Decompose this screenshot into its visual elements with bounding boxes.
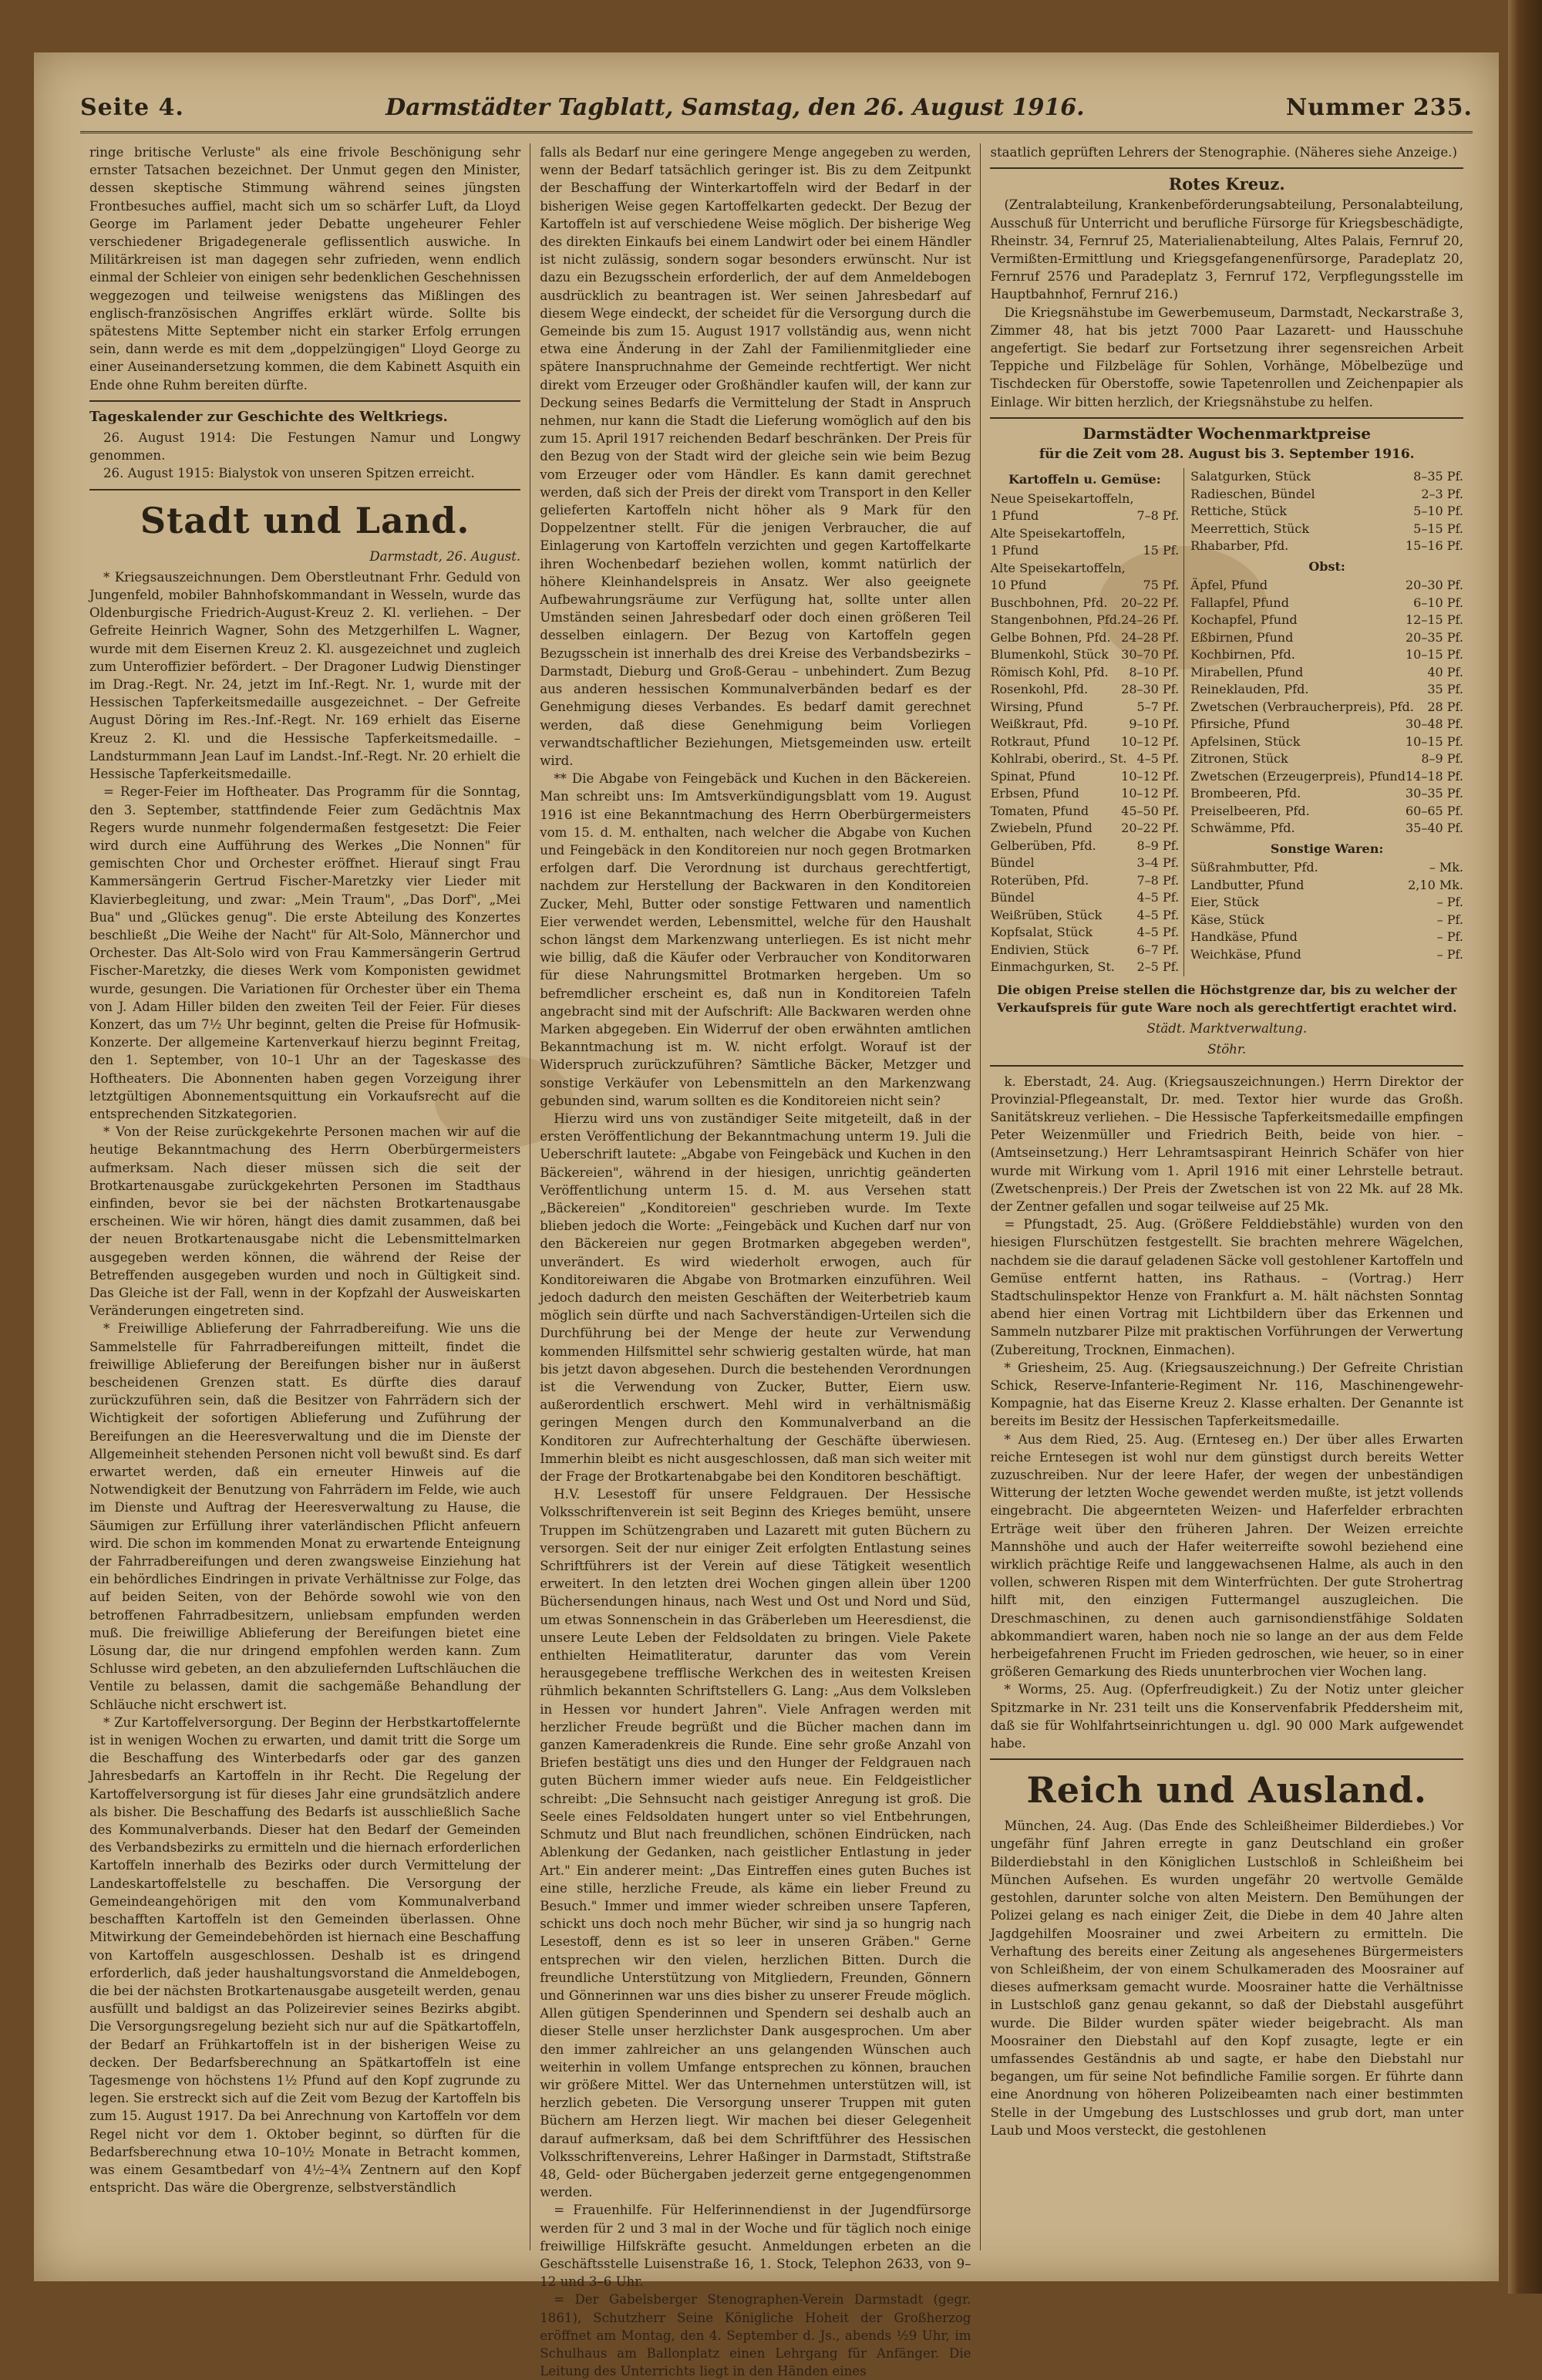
price-value: 12–15 Pf. [1405,612,1463,628]
article-text: (Zentralabteilung, Krankenbeförderungsabteilung, Personalabteilung, Ausschuß für Unterricht und berufliche Fürsorge für Kriegsbeschädigte, Rheinstr. 34, Fernruf 25, Materialienabteilung, Altes Palais, Fernruf 20, Vermißten-Ermittlung und Kriegsgefangenenfürsorge, Paradeplatz 20, Fernruf 2576 und Paradeplatz 3, Fernruf 172, Verpflegungsstelle im Hauptbahnhof, Fernruf 216.) [990,197,1463,302]
price-value: 5–10 Pf. [1413,504,1463,519]
price-value: 60–65 Pf. [1405,803,1463,818]
price-value: 10–15 Pf. [1405,733,1463,749]
price-row [1190,820,1463,838]
price-value: 5–15 Pf. [1413,521,1463,536]
price-value: 30–35 Pf. [1405,786,1463,801]
price-item: Pfirsiche, Pfund [1190,716,1291,732]
price-row [990,785,1179,803]
divider [990,417,1463,419]
price-value: 20–22 Pf. [1121,595,1180,610]
price-value: 2,10 Mk. [1408,877,1463,892]
article-text: * Freiwillige Ablieferung der Fahrradbereifung. Wie uns die Sammelstelle für Fahrradbereifungen mitteilt, findet die freiwillige Ablieferung der Bereifungen bisher nur in äußerst bescheidenen Grenzen statt. Es dürfte dies darauf zurückzuführen sein, daß die Besitzer von Fahrrädern sich der Wichtigkeit der sofortigen Ablieferung und Zuführung der Bereifungen an die Heeresverwaltung und die im Dienste der Allgemeinheit stehenden Personen nicht voll bewußt sind. Es darf erwartet werden, daß ein erneuter Hinweis auf die Notwendigkeit der Benutzung von Fahrrädern im Felde, wie auch im Dienste und Auftrag der Heeresverwaltung zu Hause, die Säumigen zur Erfüllung ihrer vaterländischen Pflicht anfeuern wird. Die schon im kommenden Monat zu erwartende Enteignung der Fahrradbereifungen und deren zwangsweise Einziehung hat ein behördliches Eindringen in private Verhältnisse zur Folge, das auf beiden Seiten, von der Behörde sowohl wie von den betroffenen Fahrradbesitzern, unliebsam empfunden werden muß. Die freiwillige Ablieferung der Bereifungen bietet eine Lösung dar, die nur dringend empfohlen werden kann. Zum Schlusse wird gebeten, an den abzuliefernden Luftschläuchen die Ventile zu belassen, damit die sachgemäße Behandlung der Schläuche nicht erschwert ist. [89,1321,521,1712]
article-text: H.V. Lesestoff für unsere Feldgrauen. Der Hessische Volksschriftenverein ist seit Beginn des Krieges bemüht, unsere Truppen im Schützengraben und Lazarett mit guten Büchern zu versorgen. Seit der nur einiger Zeit erfolgten Entlastung seines Schriftführers ist der Verein auf diese Tätigkeit wesentlich erweitert. In den letzten drei Wochen gingen allein über 1200 Büchersendungen hinaus, nach West und Ost und Nord und Süd, um etwas Sonnenschein in das Gräberleben um Heeresdienst, die unsere Leute Leben der Feldsoldaten zu bringen. Viele Pakete enthielten Heimatliteratur, darunter das vom Verein herausgegebene trefflische Werkchen des in weitesten Kreisen rühmlich bekannten Schriftstellers G. Lang: „Aus dem Volksleben in Hessen vor hundert Jahren". Viele Anfragen werden mit herzlicher Freude begrüßt und die Bücher machen dann im ganzen Kameradenkreis die Runde. Eine sehr große Anzahl von Briefen bestätigt uns dies und den Hunger der Feldgrauen nach guten Büchern immer wieder aufs neue. Ein Feldgeistlicher schreibt: „Die Sehnsucht nach geistiger Anregung ist groß. Die Seele eines Feldsoldaten hungert unter so viel Entbehrungen, Schmutz und Blut nach freundlichen, schönen Eindrücken, nach Ablenkung der Gedanken, nach geistlicher Entlastung in jeder Art." Ein anderer meint: „Das Eintreffen eines guten Buches ist eine stille, herzliche Freude, als käme ein lieber Freund zu Besuch." Immer und immer wieder schreiben unsere Tapferen, schickt uns doch noch mehr Bücher, wir sind ja so hungrig nach Lesestoff, denn es ist so leer in unseren Gräben." Gerne entsprechen wir den vielen, herzlichen Bitten. Durch die freundliche Unterstützung von Mitgliedern, Freunden, Gönnern und Gönnerinnen war uns dies bisher zu unserer Freude möglich. Allen gütigen Spenderinnen und Spendern sei deshalb auch an dieser Stelle unser herzlichster Dank ausgesprochen. Um aber den immer zahlreicher an uns gelangenden Wünschen auch weiterhin in vollem Umfange entsprechen zu können, brauchen wir größere Mittel. Wer das Unternehmen unterstützen will, ist herzlich gebeten. Die Versorgung unserer Truppen mit guten Büchern am Herzen liegt. Wir machen bei dieser Gelegenheit darauf aufmerksam, daß bei dem Schriftführer des Hessischen Volksschriftenvereins, Lehrer Haßinger in Darmstadt, Stiftstraße 48, Geld- oder Büchergaben jederzeit gerne entgegengenommen werden. [540,1487,971,2200]
price-row [990,577,1179,595]
price-value: 15–16 Pf. [1405,538,1463,554]
price-group-title: Sonstige Waren: [1270,841,1384,856]
price-value: 2–3 Pf. [1421,486,1463,501]
price-list [1190,577,1463,838]
price-row [990,838,1179,855]
price-row [1190,699,1463,716]
price-row [1190,664,1463,682]
article-text: Hierzu wird uns von zuständiger Seite mitgeteilt, daß in der ersten Veröffentlichung der Bekanntmachung unterm 19. Juli die Ueberschrift lautete: „Abgabe von Feingebäck und Kuchen in den Bäckereien", während in der hiesigen, unrichtig geänderten Veröffentlichung unterm 15. d. M. aus Versehen statt „Bäckereien" „Konditoreien" geschrieben wurde. Im Texte blieben jedoch die Worte: „Feingebäck und Kuchen darf nur von den Bäckereien nur gegen Brotmarken abgegeben werden", unverändert. Es wird wiederholt erwogen, auch für Konditoreiwaren die Abgabe von Brotmarken einzuführen. Weil jedoch dadurch den meisten Geschäften der Weiterbetrieb kaum möglich sein dürfte und nach Sachverständigen-Urteilen sich die Durchführung bei der Menge der heute zur Verwendung kommenden Hilfsmittel sehr schwierig gestalten würde, hat man bis jetzt davon abgesehen. Durch die bestehenden Verordnungen ist die Verwendung von Zucker, Butter, Eiern usw. außerordentlich erschwert. Mehl wird in verhältnismäßig geringen Mengen durch den Kommunalverband an die Konditoren zur Aufrechterhaltung der Geschäfte überwiesen. Immerhin bleibt es nicht ausgeschlossen, daß man sich weiter mit der Frage der Brotkartenabgabe bei den Konditoren beschäftigt. [540,1111,971,1485]
price-item: Kopfsalat, Stück [990,925,1093,940]
article-text: München, 24. Aug. (Das Ende des Schleißheimer Bilderdiebes.) Vor ungefähr fünf Jahren erregte in ganz Deutschland ein großer Bilderdiebstahl in den Königlichen Lustschloß in Schleißheim bei München Aufsehen. Es wurden ungefähr 20 wertvolle Gemälde gestohlen, darunter solche von alten Meistern. Den Bemühungen der Polizei gelang es nach einiger Zeit, die Diebe in dem 40 Jahre alten Jagdgehilfen Moosrainer und zwei Arbeitern zu ermitteln. Die Verhaftung des bereits einer Zeitung als angesehenes Bürgermeisters von Schleißheim, der von einem Schulkameraden des Moosrainer auf dieses aufmerksam gemacht wurde. Moosrainer hatte die Verhältnisse in Lustschloß ganz genau gekannt, so daß der Diebstahl ausgeführt wurde. Die Bilder wurden später wieder beigebracht. Als man Moosrainer den Diebstahl auf den Kopf zusagte, legte er ein umfassendes Geständnis ab und sagte, er habe den Diebstahl nur begangen, um für seine Not befindliche Familie sorgen. Er führte dann eine Anordnung von höheren Polizeibeamten nach einer bestimmten Stelle in der Umgebung des Lustschlosses und grub dort, man unter Laub und Moos versteckt, die gestohlenen [990,1819,1463,2138]
price-row [990,750,1179,768]
price-row [1190,646,1463,664]
price-value: 14–18 Pf. [1405,768,1463,784]
price-row [1190,912,1463,929]
article-text: * Griesheim, 25. Aug. (Kriegsauszeichnung.) Der Gefreite Christian Schick, Reserve-Infanterie-Regiment Nr. 116, Maschinengewehr-Kompagnie, hat das Eiserne Kreuz 2. Klasse erhalten. Der Genannte ist bereits im Besitz der Hessischen Tapferkeitsmedaille. [990,1360,1463,1429]
price-value: 30–70 Pf. [1121,647,1180,662]
price-row [990,768,1179,786]
price-item: Alte Speisekartoffeln, [990,560,1126,575]
price-item: Zitronen, Stück [1190,751,1288,767]
price-item: Rotkraut, Pfund [990,733,1090,749]
divider [990,167,1463,169]
price-item: Schwämme, Pfd. [1190,821,1295,836]
price-item: Meerrettich, Stück [1190,521,1310,536]
price-row [990,855,1179,872]
price-row [990,525,1179,543]
price-item: Kochapfel, Pfund [1190,612,1298,628]
price-row [990,507,1179,525]
article-text: * Worms, 25. Aug. (Opferfreudigkeit.) Zu der Notiz unter gleicher Spitzmarke in Nr. 231 teilt uns die Konservenfabrik Pfeddersheim mit, daß sie für Wohlfahrtseinrichtungen u. dgl. 90 000 Mark aufgewendet habe. [990,1682,1463,1751]
calendar-title: Tageskalender zur Geschichte des Weltkriegs. [89,408,448,425]
article-text: ringe britische Verluste" als eine frivole Beschönigung sehr ernster Tatsachen bezeichnet. Der Unmut gegen den Minister, dessen skeptische Stimmung während seines jüngsten Frontbesuches auffiel, macht sich um so schärfer Luft, da Lloyd George im Parlament jeder Debatte ungeheurer Fehler verschiedener Brigadegenerale geflissentlich auswiche. In Militärkreisen ist man dagegen sehr zufrieden, wenn endlich einmal der Schleier von einigen sehr bedenklichen Geschehnissen weggezogen und teilweise wenigstens das Mißlingen des englisch-französischen Angriffes erklärt würde. Sollte bis spätestens Mitte September nicht ein starker Erfolg errungen sein, dann werde es mit dem „doppelzüngigen" Lloyd George zu einer Auseinandersetzung kommen, die dem Kabinett Asquith ein Ende ohne Ruhm bereiten dürfte. [89,145,521,393]
price-item: Eßbirnen, Pfund [1190,629,1294,645]
price-item: Zwetschen (Verbraucherpreis), Pfd. [1190,699,1414,714]
market-signature-name: Stöhr. [1207,1042,1247,1057]
price-table [990,468,1463,976]
price-value: – Mk. [1429,860,1463,875]
price-item: Römisch Kohl, Pfd. [990,664,1109,679]
article-text: * Zur Kartoffelversorgung. Der Beginn der Herbstkartoffelernte ist in wenigen Wochen zu erwarten, und damit tritt die Sorge um die Beschaffung des Winterbedarfs oder gar des ganzen Jahresbedarfs an Kartoffeln in ihr Recht. Die Regelung der Kartoffelversorgung ist für dieses Jahr eine grundsätzlich andere als bisher. Die Beschaffung des Bedarfs ist ausschließlich Sache des Kommunalverbands. Dieser hat den Bedarf der Gemeinden des Verbandsbezirks zu ermitteln und die hiernach erforderlichen Kartoffeln innerhalb des Bezirks oder durch Vermittelung der Landeskartoffelstelle zu beschaffen. Die Versorgung der Gemeindeangehörigen mit den vom Kommunalverband beschafften Kartoffeln ist den Gemeinden überlassen. Ohne Mitwirkung der Gemeindebehörden ist hiernach eine Beschaffung von Kartoffeln ausgeschlossen. Deshalb ist es dringend erforderlich, daß jeder haushaltungsvorstand die Anmeldebogen, die bei der nächsten Brotkartenausgabe ausgeteilt werden, genau ausfüllt und baldigst an das Polizeirevier seines Bezirks abgibt. Die Versorgungsregelung bezieht sich nur auf die Spätkartoffeln, der Bedarf an Frühkartoffeln ist in der bisherigen Weise zu decken. Der Bedarfsberechnung an Spätkartoffeln ist eine Tagesmenge von höchstens 1½ Pfund auf den Kopf zugrunde zu legen. Sie erstreckt sich auf die Zeit vom Bezug der Kartoffeln bis zum 15. August 1917. Da bei Anrechnung von Kartoffeln vor dem Regel nicht vor dem 1. Oktober beginnt, so dürften für die Bedarfsberechnung etwa 10–10½ Monate in Betracht kommen, was einem Gesamtbedarf von 4½–4¾ Zentnern auf den Kopf entspricht. Das wäre die Obergrenze, selbstverständlich [89,1714,521,2196]
price-row [990,664,1179,682]
red-cross-title: Rotes Kreuz. [1168,174,1285,194]
market-subtitle: für die Zeit vom 28. August bis 3. September 1916. [1039,447,1415,463]
calendar-entry: 26. August 1915: Bialystok von unseren Spitzen erreicht. [103,466,475,481]
price-row [990,924,1179,942]
price-row [990,872,1179,890]
price-item: Äpfel, Pfund [1190,578,1268,593]
price-row [1190,486,1463,504]
column-2 [530,143,980,2379]
price-row [1190,468,1463,486]
price-list [1190,468,1463,555]
price-row [990,889,1179,907]
price-item: Buschbohnen, Pfd. [990,595,1108,610]
price-row [990,820,1179,838]
price-row [990,629,1179,647]
price-item: Tomaten, Pfund [990,803,1089,818]
price-value: 10–12 Pf. [1121,768,1180,784]
price-value: 6–10 Pf. [1413,595,1463,610]
price-item: Kohlrabi, oberird., St. [990,751,1127,767]
price-item: Wirsing, Pfund [990,699,1083,714]
price-value: 2–5 Pf. [1136,959,1180,975]
price-item: Reineklauden, Pfd. [1190,682,1309,697]
price-row [1190,538,1463,555]
price-value: 6–7 Pf. [1136,942,1180,957]
price-value: 24–26 Pf. [1121,612,1180,628]
price-row [990,560,1179,578]
price-item: Weichkäse, Pfund [1190,946,1301,962]
price-value: 4–5 Pf. [1136,751,1180,767]
price-row [1190,733,1463,751]
price-item: 10 Pfund [990,578,1047,593]
price-value: 15 Pf. [1143,543,1180,558]
price-item: Brombeeren, Pfd. [1190,786,1301,801]
article-text: k. Eberstadt, 24. Aug. (Kriegsauszeichnungen.) Herrn Direktor der Provinzial-Pflegeanstalt, Dr. med. Textor hier wurde das Großh. Sanitätskreuz verliehen. – Die Hessische Tapferkeitsmedaille empfingen Peter Weizenmüller und Friedrich Beith, beide von hier. – (Amtseinsetzung.) Herr Lehramtsaspirant Heinrich Schäfer von hier wurde mit Wirkung vom 1. April 1916 mit einer Lehrstelle betraut. (Zwetschenpreis.) Der Preis der Zwetschen ist von 22 Mk. auf 28 Mk. der Zentner gefallen und sogar teilweise auf 25 Mk. [990,1074,1463,1214]
price-value: 24–28 Pf. [1121,629,1180,645]
section-title: Reich und Ausland. [1026,1769,1427,1812]
page-header [80,83,1473,133]
price-item: Blumenkohl, Stück [990,647,1109,662]
adjacent-page-edge [1508,0,1542,2294]
price-value: – Pf. [1436,946,1463,962]
market-signature: Städt. Marktverwaltung. [1146,1021,1308,1037]
price-column-right [1184,468,1463,976]
price-value: 5–7 Pf. [1136,699,1180,714]
price-item: Bündel [990,855,1035,871]
price-row [1190,768,1463,786]
price-row [1190,681,1463,699]
section-title: Stadt und Land. [140,499,470,541]
article-text: = Der Gabelsberger Stenographen-Verein Darmstadt (gegr. 1861), Schutzherr Seine Königliche Hoheit der Großherzog eröffnet am Montag, den 4. September d. Js., abends ½9 Uhr, im Schulhaus am Ballonplatz einen Lehrgang für Anfänger. Die Leitung des Unterrichts liegt in den Händen eines [540,2292,971,2379]
price-item: Erbsen, Pfund [990,786,1079,801]
price-value: 9–10 Pf. [1129,716,1180,732]
price-value: 3–4 Pf. [1136,855,1180,871]
article-text: * Aus dem Ried, 25. Aug. (Ernteseg en.) Der über alles Erwarten reiche Erntesegen ist wohl nur dem günstigst durch bereits Wetter zuzuschreiben. Nur der leere Hafer, der wegen der unbeständigen Witterung der letzten Woche gewendet werden mußte, ist jetzt vollends eingebracht. Die abgeernteten Weizen- und Haferfelder erbrachten Erträge weit über den früheren Jahren. Der Weizen erreichte Mannshöhe und auch der Hafer weiterreifte sowohl beziehend eine wirklich prächtige Reife und langgewachsenen Halme, als auch in den vollen, schweren Rispen mit dem Winterfrüchten. Der gute Strohertrag hilft mit, den einzigen Futtermangel auszugleichen. Die Dreschmaschinen, zu denen auch garnisondienstfähige Soldaten abkommandiert waren, haben noch nie so lange an der aus dem Felde herbeigefahrenen Frucht im Frieden gedroschen, wie heuer, so in einer größeren Gemarkung des Rieds ununterbrochen vier Wochen lang. [990,1431,1463,1680]
article-text: = Reger-Feier im Hoftheater. Das Programm für die Sonntag, den 3. September, stattfindende Feier zum Gedächtnis Max Regers wurde nunmehr folgendermaßen festgesetzt: Die Feier wird durch eine Aufführung des Werkes „Die Nonnen" für gemischten Chor und Orchester eröffnet. Hierauf singt Frau Kammersängerin Gertrud Fischer-Maretzky vier Lieder mit Klavierbegleitung, und zwar: „Mein Traum", „Das Dorf", „Mei Bua" und „Glückes genug". Die erste Abteilung des Konzertes beschließt „Die Weihe der Nacht" für Alt-Solo, Männerchor und Orchester. Das Alt-Solo wird von Frau Kammersängerin Gertrud Fischer-Maretzky, die dieses Werk vom Komponisten gewidmet wurde, gesungen. Die Variationen für Orchester über ein Thema von J. Adam Hiller bilden den zweiten Teil der Feier. Für dieses Konzert, das um 7½ Uhr beginnt, gelten die Preise für Hofmusik-Konzerte. Der allgemeine Kartenverkauf hierzu beginnt Freitag, den 1. September, von 10–1 Uhr an der Tageskasse des Hoftheaters. Die Abonnenten haben gegen Vorzeigung ihrer letztgültigen Abonnementsquittung ein Vorkaufsrecht auf die entsprechenden Sitzkategorien. [89,784,521,1121]
price-row [990,716,1179,733]
price-value: 30–48 Pf. [1405,716,1463,732]
price-row [990,646,1179,664]
column-1 [80,143,530,2250]
article-text: staatlich geprüften Lehrers der Stenographie. (Näheres siehe Anzeige.) [990,145,1457,160]
price-row [1190,503,1463,521]
price-value: 7–8 Pf. [1136,508,1180,524]
price-item: Süßrahmbutter, Pfd. [1190,860,1318,875]
price-row [1190,521,1463,538]
price-value: 10–12 Pf. [1121,786,1180,801]
price-value: 7–8 Pf. [1136,872,1180,888]
page-number: Seite 4. [80,93,184,121]
price-item: Einmachgurken, St. [990,959,1115,975]
price-value: 35 Pf. [1427,682,1463,697]
masthead: Darmstädter Tagblatt, Samstag, den 26. August 1916. [386,93,1085,121]
price-item: Rosenkohl, Pfd. [990,682,1089,697]
dateline: Darmstadt, 26. August. [369,548,521,564]
price-item: Zwiebeln, Pfund [990,821,1093,836]
price-value: 8–9 Pf. [1136,838,1180,853]
article-text: = Pfungstadt, 25. Aug. (Größere Felddiebstähle) wurden von den hiesigen Flurschützen festgestellt. Sie brachten mehrere Wägelchen, nachdem sie die darauf geladenen Säcke voll gestohlener Kartoffeln und Gemüse entfernt hatten, ins Rathaus. – (Vortrag.) Herr Stadtschulinspektor Henze von Frankfurt a. M. hält nächsten Sonntag abend hier einen Vortrag mit Lichtbildern über das Erkennen und Sammeln nutzbarer Pilze mit praktischen Vorführungen der Verwertung (Zubereitung, Trocknen, Einmachen). [990,1217,1463,1357]
price-group-title: Kartoffeln u. Gemüse: [1008,472,1161,487]
price-row [1190,877,1463,895]
price-row [1190,612,1463,629]
price-row [990,542,1179,560]
price-item: Weißkraut, Pfd. [990,716,1088,732]
price-group-title: Obst: [1308,558,1345,574]
price-row [1190,803,1463,821]
price-item: Bündel [990,890,1035,905]
price-value: 4–5 Pf. [1136,907,1180,922]
price-list [1190,859,1463,963]
price-row [990,959,1179,976]
newspaper-page [34,52,1499,2379]
divider [89,489,520,490]
price-row [1190,946,1463,964]
price-row [990,733,1179,751]
article-text: = Frauenhilfe. Für Helferinnendienst in der Jugendfürsorge werden für 2 und 3 mal in der Woche und für täglich noch einige freiwillige Hilfskräfte gesucht. Anmeldungen erbeten an die Geschäftsstelle Luisenstraße 16, 1. Stock, Telephon 2633, von 9–12 und 3–6 Uhr. [540,2203,971,2290]
price-item: Neue Speisekartoffeln, [990,490,1134,506]
market-title: Darmstädter Wochenmarktpreise [1082,423,1372,443]
issue-number: Nummer 235. [1285,93,1473,121]
price-item: Endivien, Stück [990,942,1089,957]
price-row [990,803,1179,821]
price-item: Rhabarber, Pfd. [1190,538,1289,554]
price-value: 35–40 Pf. [1405,821,1463,836]
price-value: 10–12 Pf. [1121,733,1180,749]
article-text: * Kriegsauszeichnungen. Dem Oberstleutnant Frhr. Geduld von Jungenfeld, mobiler Bahnhofskommandant in Wesseln, wurde das Oldenburgische Friedrich-August-Kreuz 2. Kl. verliehen. – Der Gefreite Heinrich Wagner, Sohn des Metzgerhilfen L. Wagner, wurde mit dem Eisernen Kreuz 2. Kl. ausgezeichnet und zugleich zum Unteroffizier befördert. – Der Dragoner Ludwig Dienstinger im Drag.-Regt. Nr. 24, jetzt im Inf.-Regt. Nr. 1, wurde mit der Hessischen Tapferkeitsmedaille ausgezeichnet. – Der Gefreite August Döring im Res.-Inf.-Regt. Nr. 169 erhielt das Eiserne Kreuz 2. Kl. und die Hessische Tapferkeitsmedaille. – Landsturmmann Jean Lauf im Landst.-Inf.-Regt. Nr. 20 erhielt die Hessische Tapferkeitsmedaille. [89,569,521,782]
price-value: 40 Pf. [1427,664,1463,679]
price-item: Alte Speisekartoffeln, [990,525,1126,541]
price-item: Handkäse, Pfund [1190,929,1298,945]
article-text: * Von der Reise zurückgekehrte Personen machen wir auf die heutige Bekanntmachung des Herrn Oberbürgermeisters aufmerksam. Nach dieser müssen sich die seit der Brotkartenausgabe zurückgekehrten Personen im Stadthaus einfinden, bevor sie bei der nächsten Brotkartenausgabe erscheinen. Wie wir hören, hängt dies damit zusammen, daß bei der neuen Brotkartenausgabe nicht die Lebensmittelmarken ausgegeben werden können, die während der Reise der Betreffenden ausgegeben wurden und noch in Gültigkeit sind. Das Gleiche ist der Fall, wenn in der Kopfzahl der Ausweiskarten Veränderungen eingetreten sind. [89,1124,521,1319]
price-row [990,490,1179,508]
price-item: Rettiche, Stück [1190,504,1287,519]
price-value: 20–30 Pf. [1405,578,1463,593]
price-row [1190,716,1463,733]
price-value: 8–35 Pf. [1413,469,1463,484]
price-item: Fallapfel, Pfund [1190,595,1289,610]
price-item: Preiselbeeren, Pfd. [1190,803,1310,818]
price-value: 4–5 Pf. [1136,890,1180,905]
price-value: 28 Pf. [1427,699,1463,714]
divider [990,1758,1463,1760]
price-row [990,612,1179,629]
divider [89,400,520,402]
price-item: Gelbe Bohnen, Pfd. [990,629,1111,645]
price-value: 45–50 Pf. [1121,803,1180,818]
price-value: – Pf. [1436,912,1463,927]
market-footnote: Die obigen Preise stellen die Höchstgrenze dar, bis zu welcher der Verkaufspreis für gute Ware noch als gerechtfertigt erachtet wird. [996,982,1457,1015]
price-row [990,699,1179,716]
price-item: Spinat, Pfund [990,768,1076,784]
price-row [1190,595,1463,612]
price-value: 10–15 Pf. [1405,647,1463,662]
columns [80,143,1473,2379]
price-item: Apfelsinen, Stück [1190,733,1301,749]
price-item: Weißrüben, Stück [990,907,1103,922]
price-value: 75 Pf. [1143,578,1180,593]
price-row [1190,750,1463,768]
price-row [1190,785,1463,803]
price-row [1190,929,1463,946]
price-row [990,907,1179,925]
price-item: Salatgurken, Stück [1190,469,1311,484]
calendar-entry: 26. August 1914: Die Festungen Namur und Longwy genommen. [89,430,521,464]
price-column-left [990,468,1184,976]
price-value: 8–9 Pf. [1421,751,1463,767]
price-value: – Pf. [1436,895,1463,910]
article-text: falls als Bedarf nur eine geringere Menge angegeben zu werden, wenn der Bedarf tatsächlich geringer ist. Bis zu dem Zeitpunkt der Beschaffung der Winterkartoffeln wird der Bedarf in der bisherigen Weise gegen Kartoffelkarten gedeckt. Der Bezug der Kartoffeln ist auf verschiedene Weise möglich. Der bisherige Weg des direkten Einkaufs bei einem Landwirt oder bei einem Händler ist nicht zulässig, sondern sogar besonders erwünscht. Nur ist dazu ein Bezugsschein erforderlich, der auf dem Anmeldebogen ausdrücklich zu beantragen ist. Wer seinen Jahresbedarf auf diesem Wege eindeckt, der scheidet für die Versorgung durch die Gemeinde bis zum 15. August 1917 vollständig aus, wenn nicht etwa eine Änderung in der Zahl der Familienmitglieder eine spätere Inanspruchnahme der Gemeinde rechtfertigt. Wer nicht direkt vom Erzeuger oder Großhändler kaufen will, der kann zur Deckung seines Bedarfs die Vermittelung der Stadt in Anspruch nehmen, nur kann die Stadt die Lieferung womöglich auf den bis zum 15. April 1917 reichenden Bedarf beschränken. Der Preis für den Bezug von der Stadt wird der gleiche sein wie beim Bezug vom Erzeuger oder vom Händler. Es kann damit gerechnet werden, daß sich der Preis der direkt vom Transport in den Keller gelieferten Kartoffeln nicht höher als 9 Mark für den Doppelzentner stellt. Für die jenigen Verbraucher, die auf Einlagerung von Kartoffeln verzichten und gegen Kartoffelkarte ihren Wochenbedarf beziehen wollen, kommt natürlich der höhere Kleinhandelspreis in Ansatz. Wer also geeignete Aufbewahrungsräume zur Verfügung hat, sollte unter allen Umständen seinen Jahresbedarf oder doch einen größeren Teil desselben einlagern. Der Bezug von Kartoffeln gegen Bezugsschein ist innerhalb des drei Kreise des Verbandsbezirks – Darmstadt, Dieburg und Groß-Gerau – unbehindert. Zum Bezug aus anderen hessischen Kommunalverbänden bedarf es der Genehmigung dieses Verbandes. Es bedarf damit gerechnet werden, daß diese Genehmigung beim Vorliegen verwandtschaftlicher Beziehungen, Mietsgemeinden usw. erteilt wird. [540,145,971,768]
price-row [990,595,1179,612]
price-item: Landbutter, Pfund [1190,877,1305,892]
article-text: Die Kriegsnähstube im Gewerbemuseum, Darmstadt, Neckarstraße 3, Zimmer 48, hat bis jetzt 7000 Paar Lazarett- und Hausschuhe angefertigt. Sie bedarf zur Fortsetzung ihrer segensreichen Arbeit Teppiche und Filzbeläge für Sohlen, Vorhänge, Möbelbezüge und Tischdecken für Oberstoffe, sowie Tapetenrollen und Zeichenpapier als Einlage. Wir bitten herzlich, der Kriegsnähstube zu helfen. [990,305,1463,410]
price-item: Mirabellen, Pfund [1190,664,1304,679]
price-list [990,490,1179,976]
price-item: Stangenbohnen, Pfd. [990,612,1122,628]
price-row [1190,629,1463,647]
column-3 [980,143,1473,2250]
price-item: Kochbirnen, Pfd. [1190,647,1295,662]
price-item: Gelberüben, Pfd. [990,838,1096,853]
price-value: – Pf. [1436,929,1463,945]
price-value: 20–35 Pf. [1405,629,1463,645]
price-item: Radieschen, Bündel [1190,486,1315,501]
price-row [990,681,1179,699]
price-value: 20–22 Pf. [1121,821,1180,836]
price-value: 8–10 Pf. [1129,664,1180,679]
price-item: Roterüben, Pfd. [990,872,1089,888]
divider [990,1065,1463,1067]
price-item: 1 Pfund [990,508,1039,524]
price-item: Käse, Stück [1190,912,1264,927]
price-item: Zwetschen (Erzeugerpreis), Pfund [1190,768,1406,784]
price-value: 4–5 Pf. [1136,925,1180,940]
article-text: ** Die Abgabe von Feingebäck und Kuchen in den Bäckereien. Man schreibt uns: Im Amtsverkündigungsblatt vom 19. August 1916 ist eine Bekanntmachung des Herrn Oberbürgermeisters vom 15. d. M. enthalten, nach welcher die Abgabe von Kuchen und Feingebäck in den Konditoreien nur noch gegen Brotmarken erfolgen darf. Die Verordnung ist durchaus gerechtfertigt, nachdem zur Herstellung der Backwaren in den Konditoreien Zucker, Mehl, Butter oder sonstige Fettwaren und namentlich Eier verwendet werden, Lebensmittel, welche für den Haushalt schon längst dem Markenzwang unterliegen. Es ist nicht mehr wie billig, daß die Käufer oder Verbraucher von Konditorwaren für diese Nahrungsmittel Brotmarken hergeben. Um so befremdlicher erscheint es, daß nun in Konditoreien Tafeln angebracht sind mit der Aufschrift: Alle Backwaren werden ohne Marken abgegeben. Ein Widerruf der oben erwähnten amtlichen Bekanntmachung ist m. W. nicht erfolgt. Worauf ist der Widerspruch zurückzuführen? Sämtliche Bäcker, Metzger und sonstige Verkäufer von Lebensmitteln an den Markenzwang gebunden sind, warum sollten es die Konditoreien nicht sein? [540,771,971,1108]
price-value: 28–30 Pf. [1121,682,1180,697]
price-row [1190,577,1463,595]
price-row [1190,859,1463,877]
price-item: 1 Pfund [990,543,1039,558]
price-row [1190,894,1463,912]
price-row [990,942,1179,959]
price-item: Eier, Stück [1190,895,1259,910]
